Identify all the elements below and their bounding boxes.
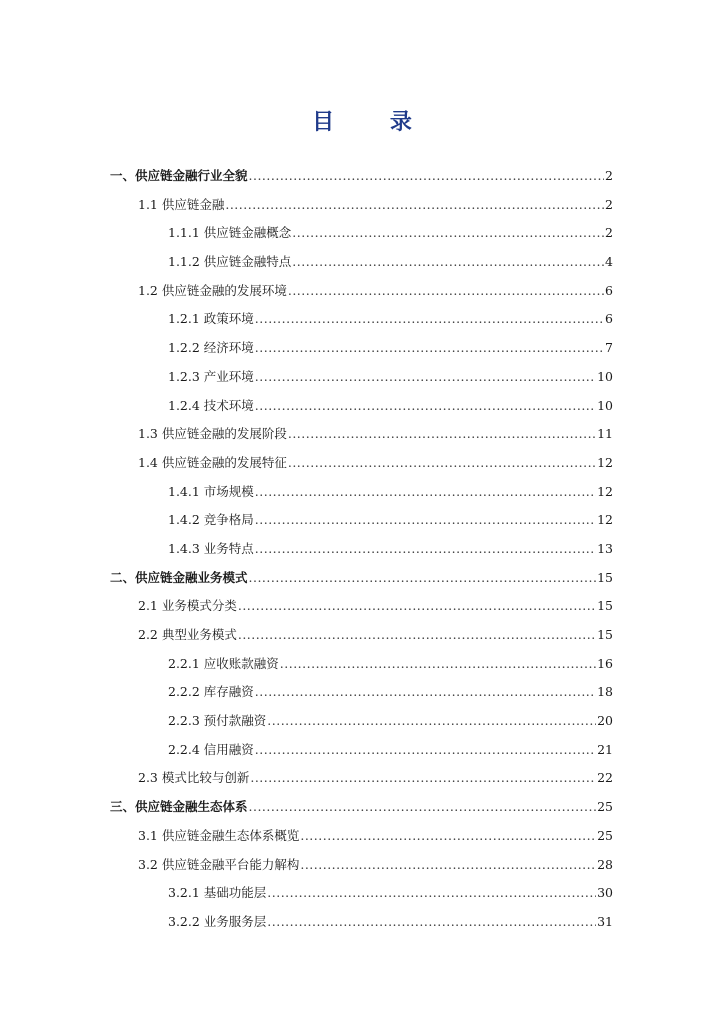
toc-entry-title: 2.2.3 预付款融资 xyxy=(168,713,267,729)
toc-entry-title: 1.2.1 政策环境 xyxy=(168,311,254,327)
toc-entry-page-number: 12 xyxy=(597,483,613,499)
toc-entry-page-number: 21 xyxy=(597,741,613,757)
toc-entry-page-number: 6 xyxy=(605,311,613,327)
dot-leader xyxy=(288,277,604,306)
toc-entry-page-number: 7 xyxy=(605,340,613,356)
toc-entry-page-number: 11 xyxy=(597,426,613,442)
dot-leader xyxy=(225,191,604,220)
toc-entry[interactable] xyxy=(110,506,613,535)
dot-leader xyxy=(249,793,597,822)
toc-entry-title: 2.2 典型业务模式 xyxy=(138,627,237,642)
table-of-contents xyxy=(110,162,613,937)
toc-entry-title: 1.3 供应链金融的发展阶段 xyxy=(138,426,287,442)
dot-leader xyxy=(300,851,596,880)
dot-leader xyxy=(267,879,596,908)
toc-entry-title: 1.2 供应链金融的发展环境 xyxy=(138,282,287,298)
toc-entry-page-number: 22 xyxy=(597,770,613,786)
toc-entry[interactable] xyxy=(110,650,613,679)
toc-entry[interactable] xyxy=(110,162,613,191)
toc-entry-title: 3.1 供应链金融生态体系概览 xyxy=(138,827,300,843)
dot-leader xyxy=(255,506,596,535)
toc-entry[interactable] xyxy=(110,851,613,880)
toc-entry-title: 三、供应链金融生态体系 xyxy=(110,799,248,815)
toc-entry[interactable] xyxy=(110,449,613,478)
dot-leader xyxy=(249,564,597,593)
toc-entry-page-number: 10 xyxy=(597,368,613,384)
toc-entry-page-number: 28 xyxy=(597,856,613,872)
toc-entry-title: 2.1 业务模式分类 xyxy=(138,598,237,614)
toc-entry-title: 2.3 模式比较与创新 xyxy=(138,770,250,786)
dot-leader xyxy=(300,822,596,851)
toc-entry-title: 1.2.3 产业环境 xyxy=(168,368,254,384)
toc-entry-page-number: 25 xyxy=(597,799,613,815)
toc-entry-title: 1.4 供应链金融的发展特征 xyxy=(138,454,287,470)
toc-entry-page-number: 6 xyxy=(605,282,613,298)
toc-entry-page-number: 31 xyxy=(597,913,613,929)
dot-leader xyxy=(255,363,596,392)
toc-entry-title: 2.2.1 应收账款融资 xyxy=(168,655,279,671)
toc-entry-title: 1.4.1 市场规模 xyxy=(168,483,254,499)
toc-entry-title: 1.4.2 竞争格局 xyxy=(168,512,254,528)
toc-entry-title: 1.2.4 技术环境 xyxy=(168,397,254,413)
toc-entry-page-number: 4 xyxy=(605,254,613,270)
toc-entry-page-number: 16 xyxy=(597,655,613,671)
dot-leader xyxy=(292,248,604,277)
toc-entry[interactable] xyxy=(110,793,613,822)
dot-leader xyxy=(255,392,596,421)
toc-entry-title: 2.2.2 库存融资 xyxy=(168,684,254,700)
toc-entry[interactable] xyxy=(110,277,613,306)
toc-entry-page-number: 15 xyxy=(597,569,613,585)
toc-entry-page-number: 13 xyxy=(597,540,613,556)
toc-entry[interactable] xyxy=(110,305,613,334)
toc-entry-title: 二、供应链金融业务模式 xyxy=(110,569,248,585)
dot-leader xyxy=(238,621,596,650)
dot-leader xyxy=(249,162,605,191)
page-title: 目 录 xyxy=(312,110,436,135)
toc-entry[interactable] xyxy=(110,707,613,736)
toc-entry-title: 2.2.4 信用融资 xyxy=(168,741,254,757)
toc-entry[interactable] xyxy=(110,621,613,650)
dot-leader xyxy=(255,736,596,765)
dot-leader xyxy=(255,535,596,564)
toc-entry-page-number: 2 xyxy=(605,196,613,212)
toc-entry-page-number: 15 xyxy=(597,598,613,614)
toc-entry[interactable] xyxy=(110,822,613,851)
dot-leader xyxy=(255,678,596,707)
dot-leader xyxy=(238,592,596,621)
dot-leader xyxy=(288,449,596,478)
toc-entry-title: 3.2.1 基础功能层 xyxy=(168,885,267,901)
dot-leader xyxy=(288,420,596,449)
toc-entry-page-number: 25 xyxy=(597,827,613,843)
toc-entry-page-number: 12 xyxy=(597,512,613,528)
toc-entry[interactable] xyxy=(110,191,613,220)
toc-entry[interactable] xyxy=(110,478,613,507)
toc-entry-page-number: 2 xyxy=(605,168,613,183)
toc-entry[interactable] xyxy=(110,363,613,392)
toc-entry-title: 1.4.3 业务特点 xyxy=(168,540,254,556)
toc-entry[interactable] xyxy=(110,248,613,277)
toc-entry-title: 1.2.2 经济环境 xyxy=(168,340,254,356)
toc-entry-page-number: 10 xyxy=(597,397,613,413)
dot-leader xyxy=(255,334,604,363)
toc-entry[interactable] xyxy=(110,879,613,908)
toc-entry-title: 1.1 供应链金融 xyxy=(138,196,225,212)
toc-entry[interactable] xyxy=(110,908,613,937)
dot-leader xyxy=(267,707,596,736)
dot-leader xyxy=(280,650,596,679)
toc-entry-page-number: 2 xyxy=(605,225,613,241)
toc-entry[interactable] xyxy=(110,420,613,449)
toc-entry-page-number: 15 xyxy=(597,627,613,642)
dot-leader xyxy=(255,478,596,507)
toc-entry[interactable] xyxy=(110,564,613,593)
toc-entry-title: 1.1.2 供应链金融特点 xyxy=(168,254,292,270)
toc-entry-title: 3.2 供应链金融平台能力解构 xyxy=(138,856,300,872)
toc-entry[interactable] xyxy=(110,592,613,621)
dot-leader xyxy=(267,908,596,937)
toc-entry[interactable] xyxy=(110,764,613,793)
toc-entry[interactable] xyxy=(110,219,613,248)
toc-entry-page-number: 12 xyxy=(597,454,613,470)
dot-leader xyxy=(250,764,596,793)
toc-entry-page-number: 18 xyxy=(597,684,613,700)
toc-entry-page-number: 20 xyxy=(597,713,613,729)
toc-entry-title: 3.2.2 业务服务层 xyxy=(168,913,267,929)
toc-entry-page-number: 30 xyxy=(597,885,613,901)
toc-entry[interactable] xyxy=(110,678,613,707)
dot-leader xyxy=(292,219,604,248)
toc-entry[interactable] xyxy=(110,334,613,363)
toc-entry-title: 1.1.1 供应链金融概念 xyxy=(168,225,292,241)
dot-leader xyxy=(255,305,604,334)
toc-entry[interactable] xyxy=(110,535,613,564)
toc-entry[interactable] xyxy=(110,392,613,421)
toc-entry-title: 一、供应链金融行业全貌 xyxy=(110,168,248,183)
toc-entry[interactable] xyxy=(110,736,613,765)
